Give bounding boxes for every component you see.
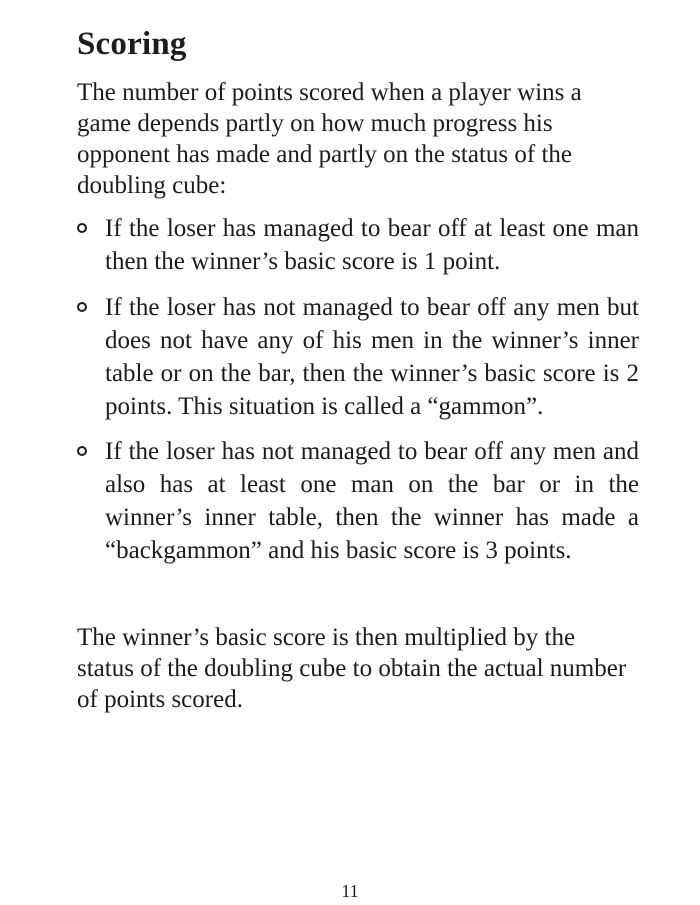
list-item xyxy=(77,212,639,278)
list-item-text: If the loser has not managed to bear off any men but does not have any of his men in the winner’s inner table or on the bar, then the winner’s basic score is 2 points. This situation is called a “gammon”. xyxy=(105,294,639,420)
intro-paragraph: The number of points scored when a player wins a game depends partly on how much progress his opponent has made and partly on the status of the doubling cube: xyxy=(77,79,582,199)
list-item-text: If the loser has not managed to bear off any men and also has at least one man on the bar or in the winner’s inner table, then the winner has made a “backgammon” and his basic score is 3 points. xyxy=(105,438,639,564)
circle-bullet-icon xyxy=(77,446,87,456)
page-number: 11 xyxy=(341,881,359,901)
list-item-text: If the loser has managed to bear off at least one man then the winner’s basic score is 1 point. xyxy=(105,215,639,275)
list-item xyxy=(77,291,639,423)
section-heading: Scoring xyxy=(77,26,187,62)
list-item xyxy=(77,435,639,567)
circle-bullet-icon xyxy=(77,223,87,233)
scoring-rules-list xyxy=(77,212,639,579)
circle-bullet-icon xyxy=(77,302,87,312)
closing-paragraph: The winner’s basic score is then multiplied by the status of the doubling cube to obtain the actual number of points scored. xyxy=(77,624,627,713)
